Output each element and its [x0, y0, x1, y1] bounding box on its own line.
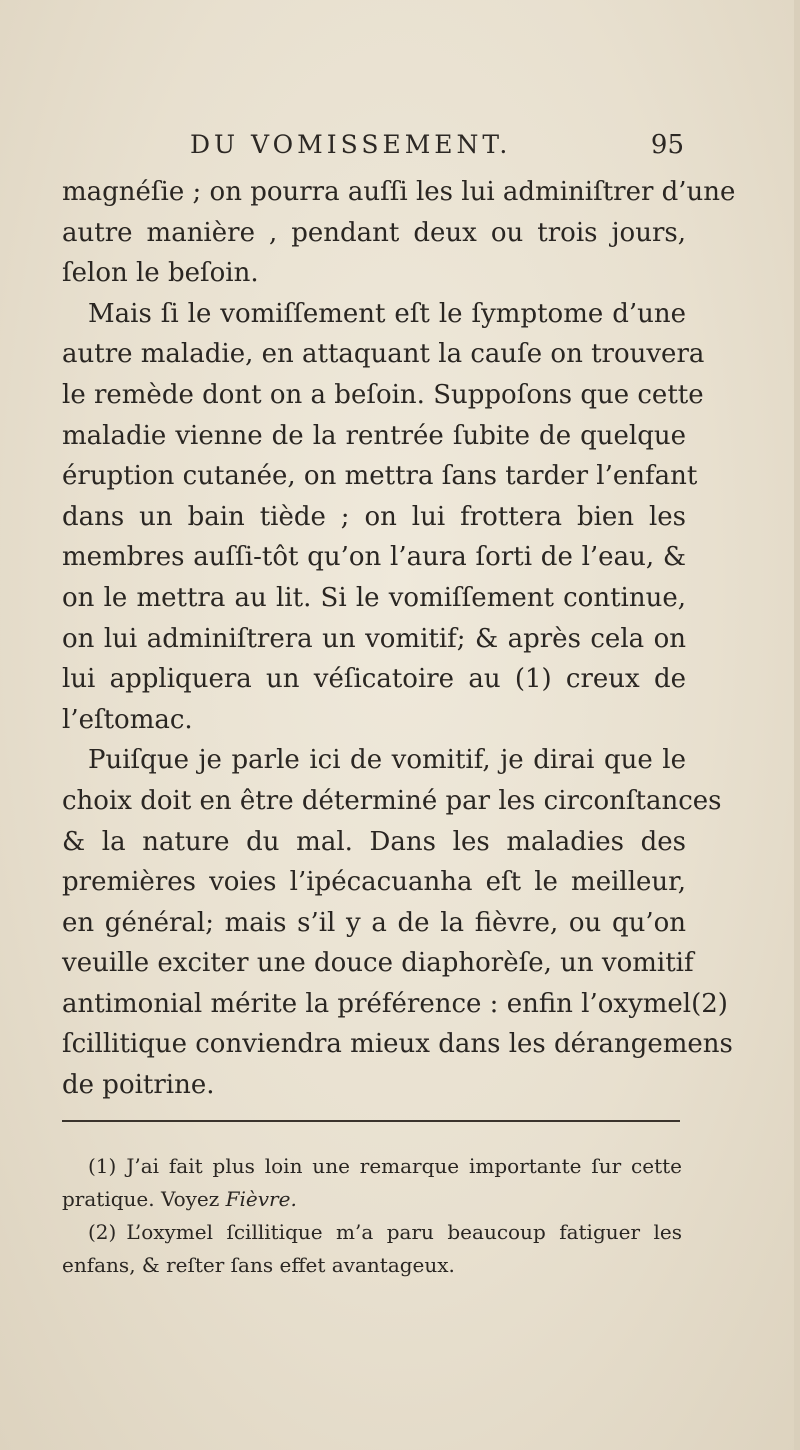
text-line: en général; mais s’il y a de la fièvre, ou qu’on: [62, 907, 686, 938]
text-line: autre maladie, en attaquant la cauſe on trouvera: [62, 339, 705, 370]
page-number: 95: [650, 130, 684, 160]
text-line: maladie vienne de la rentrée ſubite de quelque: [62, 420, 686, 451]
footnote-rule: [62, 1120, 680, 1122]
text-line: on le mettra au lit. Si le vomiſſement continue,: [62, 582, 686, 613]
footnote-text: J’ai fait plus loin une remarque importante ſur cette: [126, 1154, 682, 1178]
text-line: choix doit en être déterminé par les circonſtances: [62, 785, 722, 816]
text-line: premières voies l’ipécacuanha eſt le meilleur,: [62, 867, 686, 898]
footnote-2-line: [62, 1216, 682, 1249]
running-title: DU VOMISSEMENT.: [190, 130, 512, 159]
text-line: éruption cutanée, on mettra ſans tarder l’enfant: [62, 461, 698, 492]
text-line: l’eſtomac.: [62, 704, 193, 735]
footnote-text: pratique. Voyez: [62, 1187, 226, 1211]
text-line: Puiſque je parle ici de vomitif, je dirai que le: [88, 745, 686, 776]
page-edge: [794, 0, 800, 1450]
text-line: de poitrine.: [62, 1070, 215, 1101]
text-line: ſelon le beſoin.: [62, 258, 259, 289]
text-line: le remède dont on a beſoin. Suppoſons que cette: [62, 379, 704, 410]
footnote-2-line: [62, 1249, 682, 1282]
footnote-text: enfans, & reſter ſans effet avantageux.: [62, 1253, 455, 1277]
footnote-reference: Fièvre.: [225, 1187, 297, 1211]
footnote-1-line: [62, 1183, 682, 1216]
text-line: lui appliquera un véſicatoire au (1) creux de: [62, 664, 686, 695]
text-line: ſcillitique conviendra mieux dans les dérangemens: [62, 1029, 733, 1060]
text-line: Mais ſi le vomiſſement eſt le ſymptome d’une: [88, 298, 686, 329]
text-line: veuille exciter une douce diaphorèſe, un vomitif: [62, 948, 694, 979]
text-line: antimonial mérite la préférence : enfin l’oxymel(2): [62, 988, 728, 1019]
text-line: & la nature du mal. Dans les maladies des: [62, 826, 686, 857]
text-line: on lui adminiſtrera un vomitif; & après cela on: [62, 623, 686, 654]
text-line: magnéſie ; on pourra auſſi les lui adminiſtrer d’une: [62, 177, 736, 207]
footnote-text: L’oxymel ſcillitique m’a paru beaucoup fatiguer les: [126, 1220, 682, 1244]
footnote-marker: (2): [88, 1220, 117, 1244]
main-text: [62, 172, 736, 1106]
footnote-1-line: [62, 1150, 682, 1183]
footnote-marker: (1): [88, 1154, 117, 1178]
text-line: autre manière , pendant deux ou trois jours,: [62, 217, 686, 248]
text-line: membres auſſi-tôt qu’on l’aura ſorti de l’eau, &: [62, 542, 686, 573]
footnotes: [62, 1150, 682, 1282]
page-header: [62, 130, 684, 170]
text-line: dans un bain tiède ; on lui frottera bien les: [62, 501, 686, 532]
